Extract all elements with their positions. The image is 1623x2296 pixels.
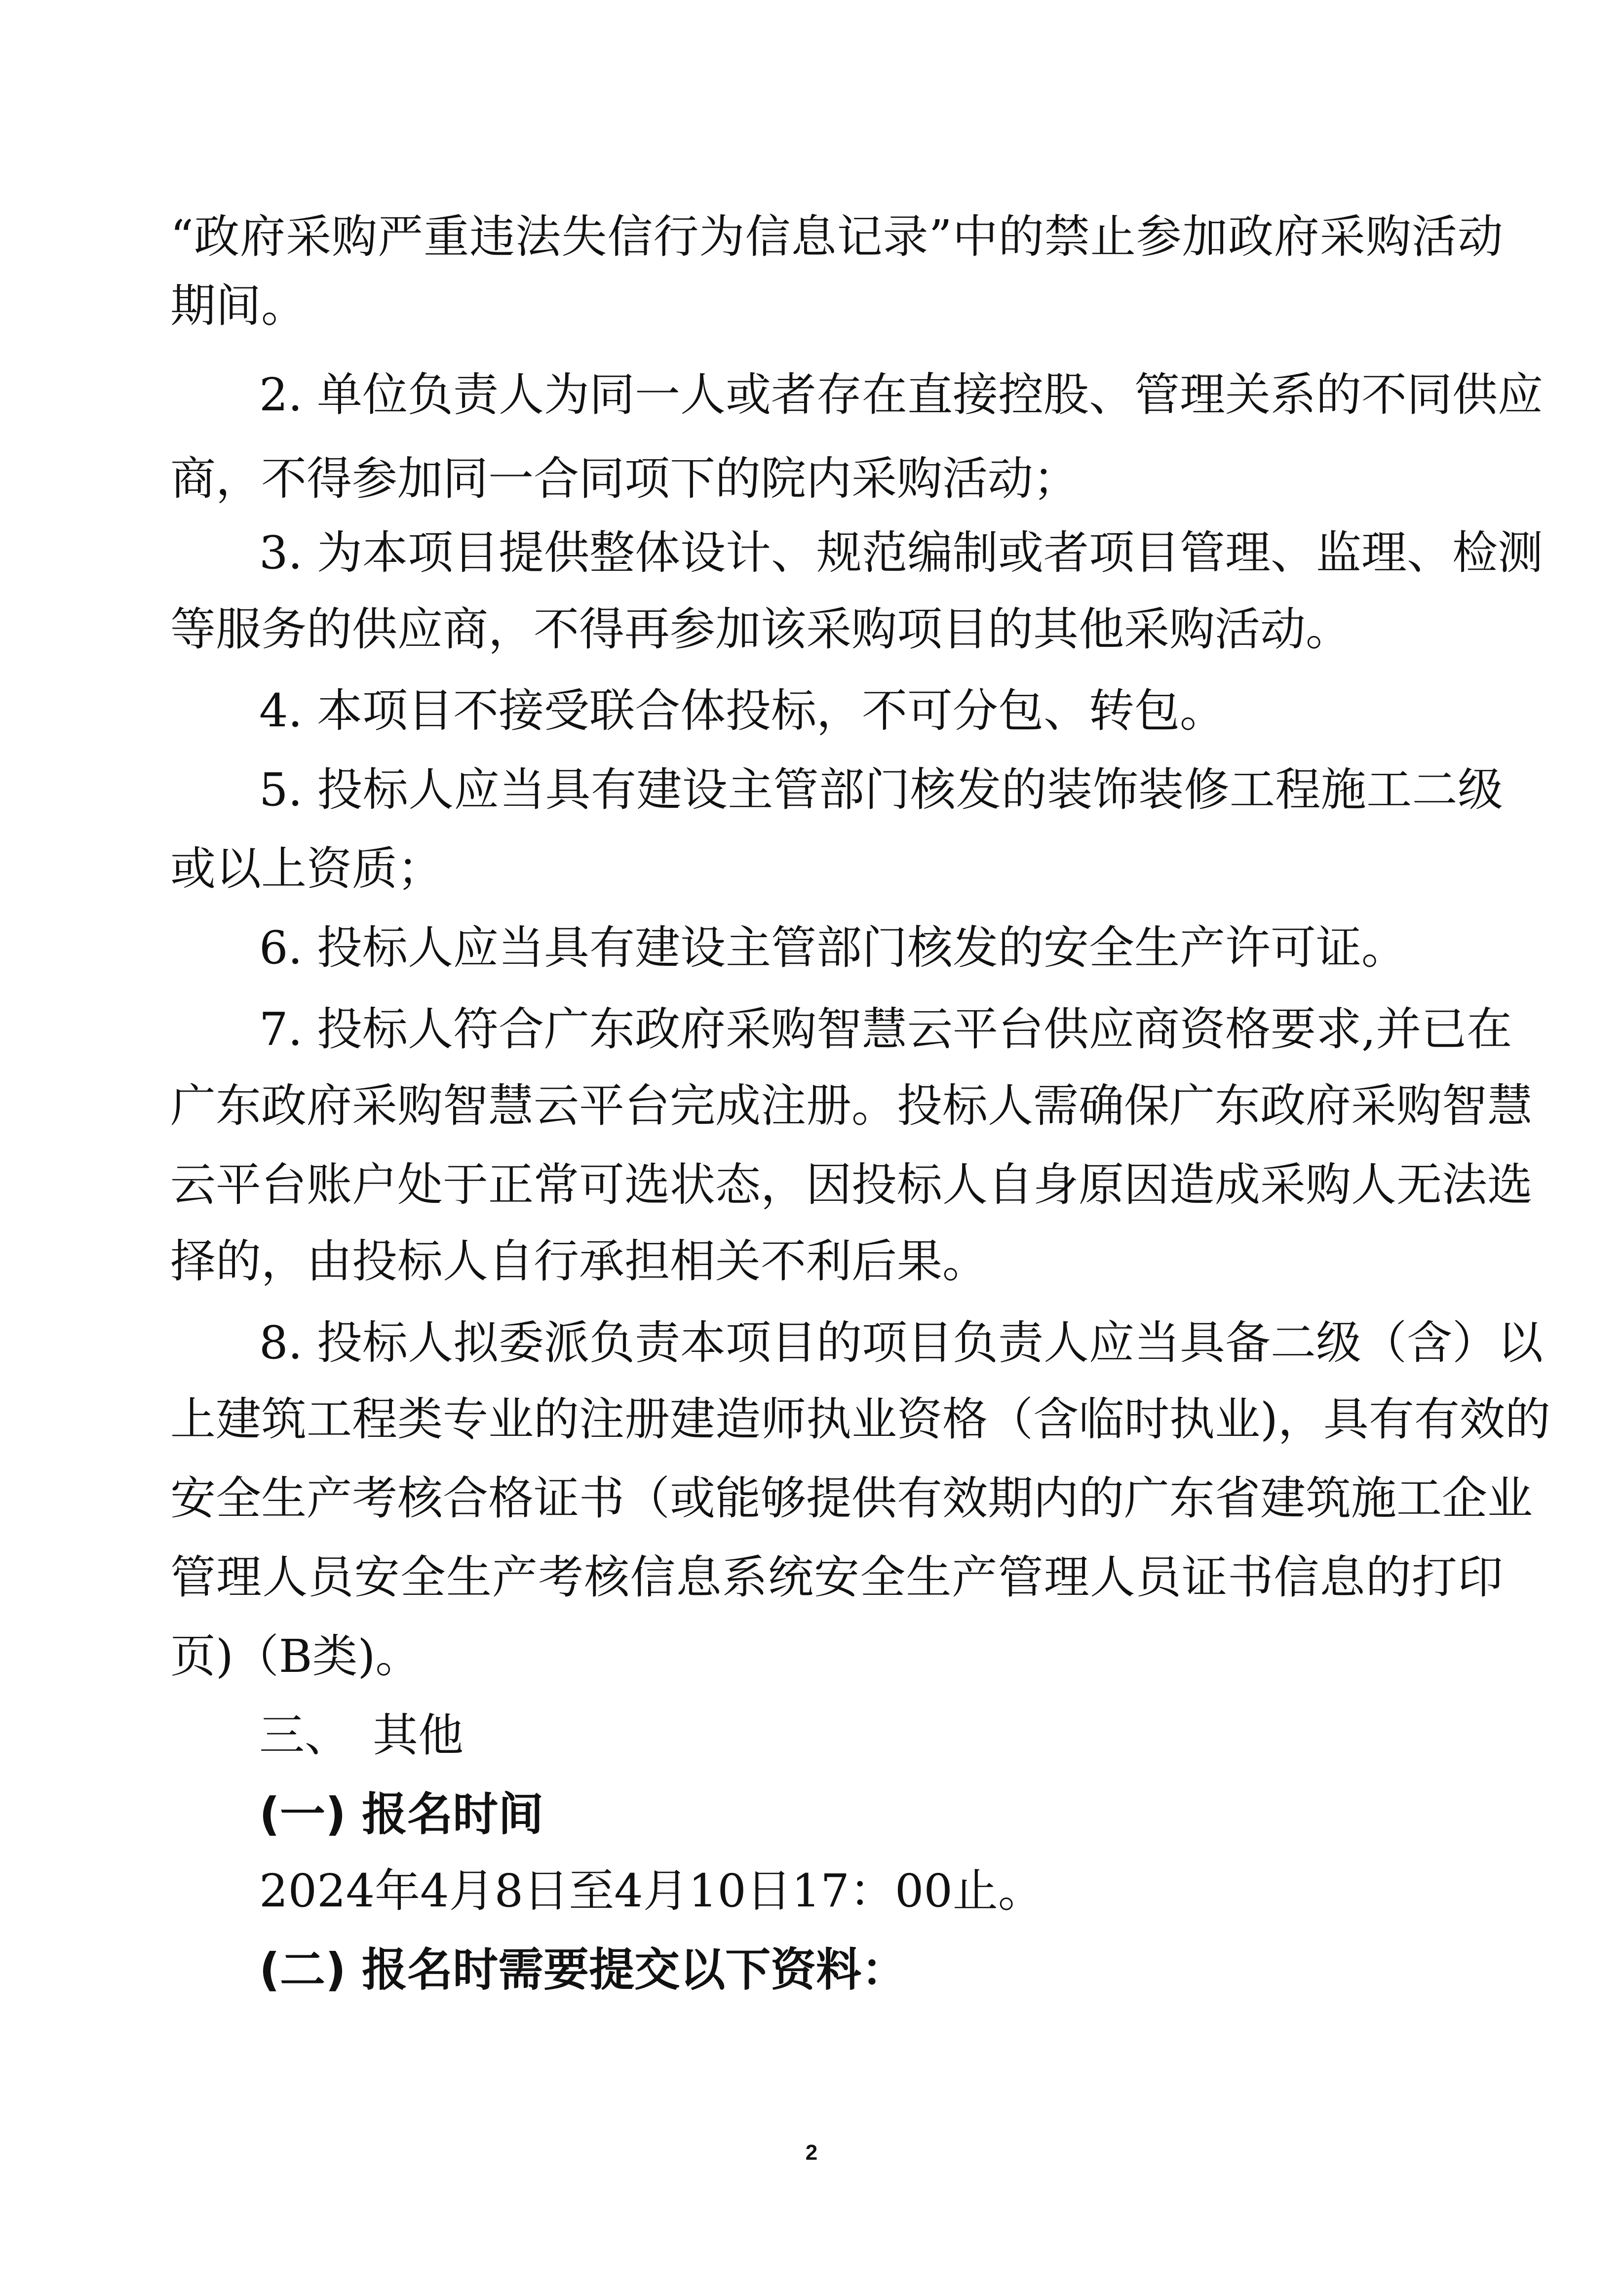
text-line: 安全生产考核合格证书（或能够提供有效期内的广东省建筑施工企业 [170,1472,1533,1525]
text-line: “政府采购严重违法失信行为信息记录”中的禁止参加政府采购活动 [170,210,1503,263]
text-line: 管理人员安全生产考核信息系统安全生产管理人员证书信息的打印 [170,1551,1503,1604]
text-line: 商，不得参加同一合同项下的院内采购活动； [170,452,1079,505]
text-line: 广东政府采购智慧云平台完成注册。投标人需确保广东政府采购智慧 [170,1079,1533,1132]
text-line: 等服务的供应商，不得再参加该采购项目的其他采购活动。 [170,603,1352,656]
text-line: 3. 为本项目提供整体设计、规范编制或者项目管理、监理、检测 [259,526,1544,579]
subsection-heading: (一) 报名时间 [259,1788,544,1841]
subsection-heading: (二) 报名时需要提交以下资料： [259,1943,907,1996]
section-heading: 三、 其他 [259,1709,464,1762]
text-line: 5. 投标人应当具有建设主管部门核发的装饰装修工程施工二级 [259,763,1503,816]
text-line: 2024年4月8日至4月10日17：00止。 [259,1864,1043,1917]
text-line: 页)（B类)。 [170,1630,421,1683]
text-line: 4. 本项目不接受联合体投标，不可分包、转包。 [259,684,1226,737]
text-line: 或以上资质； [170,842,443,895]
text-line: 8. 投标人拟委派负责本项目的项目负责人应当具备二级（含）以 [259,1316,1544,1369]
text-line: 6. 投标人应当具有建设主管部门核发的安全生产许可证。 [259,921,1407,974]
text-line: 上建筑工程类专业的注册建造师执业资格（含临时执业)，具有有效的 [170,1393,1550,1446]
page-number: 2 [805,2140,818,2165]
text-line: 期间。 [170,279,307,332]
text-line: 择的，由投标人自行承担相关不利后果。 [170,1235,988,1288]
text-line: 2. 单位负责人为同一人或者存在直接控股、管理关系的不同供应 [259,368,1544,421]
text-line: 7. 投标人符合广东政府采购智慧云平台供应商资格要求,并已在 [259,1003,1512,1056]
text-line: 云平台账户处于正常可选状态，因投标人自身原因造成采购人无法选 [170,1158,1533,1211]
